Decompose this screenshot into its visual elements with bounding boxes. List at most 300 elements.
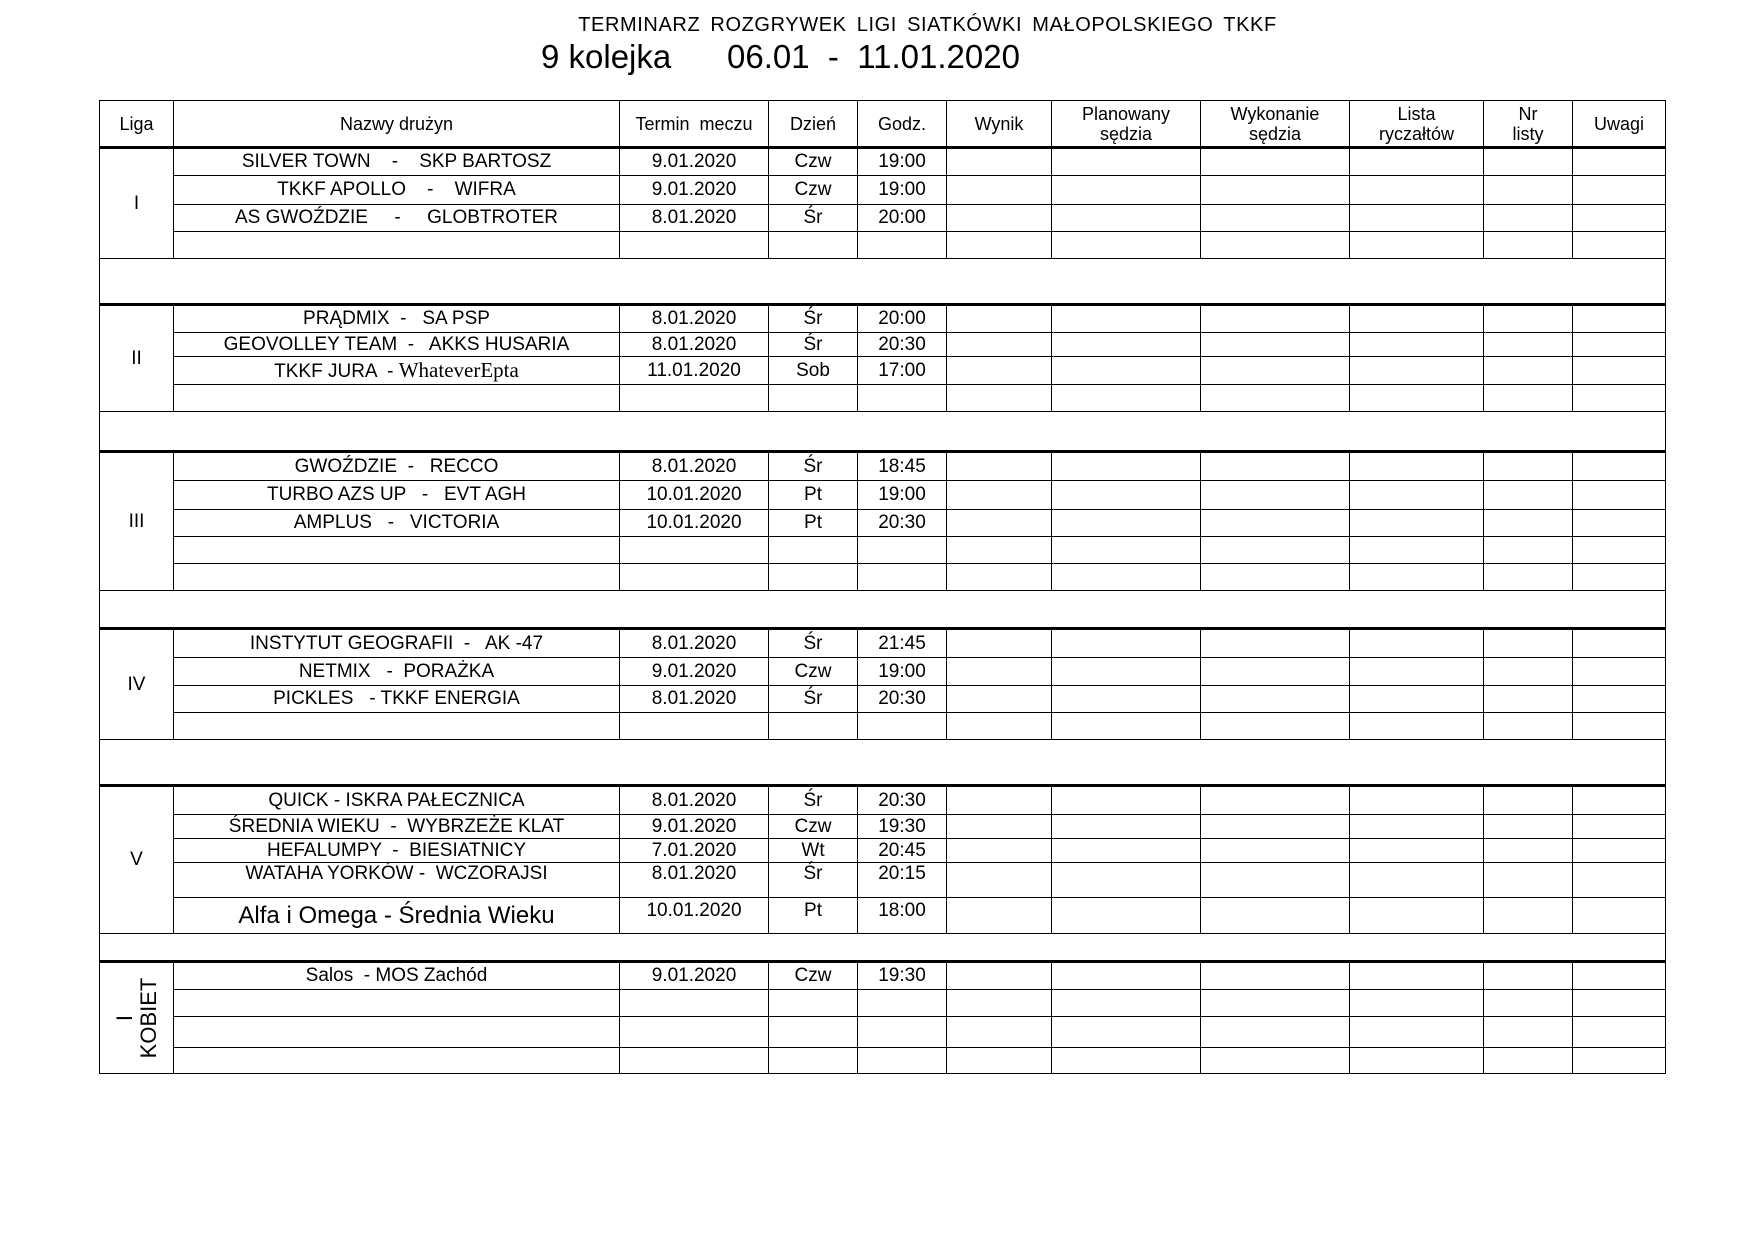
table-row	[100, 898, 1666, 934]
match-time: 19:00	[858, 658, 947, 686]
match-day: Śr	[769, 786, 858, 815]
home-team: Alfa i Omega	[238, 901, 378, 929]
separator-row	[100, 934, 1666, 962]
notes-cell	[1573, 898, 1666, 934]
women-league-word: KOBIET	[135, 977, 161, 1059]
planned-ref-cell	[1052, 863, 1201, 898]
actual-ref-cell	[1201, 333, 1350, 357]
planned-ref-cell	[1052, 686, 1201, 713]
table-row	[100, 481, 1666, 510]
separator-cell	[100, 412, 1666, 452]
col-planned-ref-l1: Planowany	[1081, 103, 1171, 124]
match-day: Śr	[769, 863, 858, 898]
home-team: GEOVOLLEY TEAM	[223, 333, 398, 355]
separator-row	[100, 412, 1666, 452]
fees-cell	[1350, 815, 1484, 839]
match-date: 8.01.2020	[620, 686, 769, 713]
away-team: GLOBTROTER	[427, 207, 559, 228]
empty-cell	[858, 564, 947, 591]
actual-ref-cell	[1201, 658, 1350, 686]
notes-cell	[1573, 839, 1666, 863]
match-teams: AMPLUS - VICTORIA	[174, 510, 620, 537]
empty-cell	[1573, 713, 1666, 740]
empty-cell	[947, 385, 1052, 412]
empty-cell	[620, 232, 769, 259]
empty-cell	[1573, 232, 1666, 259]
col-date-label: Termin meczu	[635, 113, 753, 134]
actual-ref-cell	[1201, 357, 1350, 385]
notes-cell	[1573, 962, 1666, 990]
empty-cell	[174, 1048, 620, 1074]
match-time: 18:00	[858, 898, 947, 934]
list-no-cell	[1484, 898, 1573, 934]
home-team: GWOŹDZIE	[294, 455, 398, 477]
match-day: Śr	[769, 305, 858, 333]
separator-cell	[100, 740, 1666, 786]
empty-cell	[620, 537, 769, 564]
match-day: Śr	[769, 333, 858, 357]
match-teams: TKKF JURA - WhateverEpta	[174, 357, 620, 385]
match-teams: PRĄDMIX - SA PSP	[174, 305, 620, 333]
empty-cell	[1350, 1017, 1484, 1048]
table-row	[100, 990, 1666, 1017]
col-planned-ref-l2: sędzia	[1099, 123, 1153, 144]
table-row	[100, 863, 1666, 898]
empty-cell	[1201, 713, 1350, 740]
empty-cell	[1350, 232, 1484, 259]
away-team: BIESIATNICY	[409, 839, 527, 861]
match-date: 9.01.2020	[620, 658, 769, 686]
women-league-number: I	[111, 1014, 137, 1022]
result-cell	[947, 658, 1052, 686]
col-fees-l2: ryczałtów	[1378, 123, 1454, 144]
result-cell	[947, 629, 1052, 658]
notes-cell	[1573, 658, 1666, 686]
match-time: 20:45	[858, 839, 947, 863]
list-no-cell	[1484, 333, 1573, 357]
result-cell	[947, 786, 1052, 815]
table-row	[100, 148, 1666, 176]
match-teams: Salos - MOS Zachód	[174, 962, 620, 990]
match-date: 8.01.2020	[620, 629, 769, 658]
planned-ref-cell	[1052, 176, 1201, 205]
table-row	[100, 305, 1666, 333]
table-row	[100, 452, 1666, 481]
empty-cell	[1484, 1017, 1573, 1048]
empty-cell	[858, 1017, 947, 1048]
match-day: Śr	[769, 686, 858, 713]
match-time: 18:45	[858, 452, 947, 481]
separator-row	[100, 591, 1666, 629]
list-no-cell	[1484, 176, 1573, 205]
empty-cell	[1350, 564, 1484, 591]
empty-cell	[769, 1017, 858, 1048]
match-date: 8.01.2020	[620, 863, 769, 898]
col-actual-ref-l1: Wykonanie	[1230, 103, 1320, 124]
away-team: RECCO	[429, 455, 499, 477]
result-cell	[947, 481, 1052, 510]
round-label: 9 kolejka	[541, 38, 672, 75]
notes-cell	[1573, 452, 1666, 481]
empty-cell	[174, 385, 620, 412]
notes-cell	[1573, 510, 1666, 537]
match-date: 7.01.2020	[620, 839, 769, 863]
result-cell	[947, 686, 1052, 713]
actual-ref-cell	[1201, 686, 1350, 713]
fees-cell	[1350, 205, 1484, 232]
empty-cell	[1201, 1048, 1350, 1074]
empty-cell	[620, 990, 769, 1017]
empty-cell	[174, 537, 620, 564]
match-time: 19:30	[858, 962, 947, 990]
round-dates: 06.01 - 11.01.2020	[727, 38, 1020, 75]
fees-cell	[1350, 786, 1484, 815]
match-day: Sob	[769, 357, 858, 385]
notes-cell	[1573, 333, 1666, 357]
notes-cell	[1573, 176, 1666, 205]
empty-cell	[1052, 990, 1201, 1017]
actual-ref-cell	[1201, 452, 1350, 481]
match-day: Czw	[769, 962, 858, 990]
planned-ref-cell	[1052, 786, 1201, 815]
list-no-cell	[1484, 863, 1573, 898]
empty-cell	[1201, 990, 1350, 1017]
empty-cell	[174, 564, 620, 591]
empty-cell	[174, 713, 620, 740]
empty-cell	[1484, 537, 1573, 564]
planned-ref-cell	[1052, 305, 1201, 333]
actual-ref-cell	[1201, 176, 1350, 205]
away-team: WYBRZEŻE KLAT	[407, 815, 565, 837]
empty-cell	[769, 564, 858, 591]
league-label: III	[100, 452, 174, 591]
col-liga: Liga	[100, 101, 174, 148]
actual-ref-cell	[1201, 629, 1350, 658]
home-team: AS GWOŹDZIE	[234, 207, 368, 228]
result-cell	[947, 357, 1052, 385]
fees-cell	[1350, 510, 1484, 537]
empty-cell	[1052, 1048, 1201, 1074]
match-date: 8.01.2020	[620, 205, 769, 232]
fees-cell	[1350, 658, 1484, 686]
away-team: AKKS HUSARIA	[428, 333, 570, 355]
actual-ref-cell	[1201, 815, 1350, 839]
list-no-cell	[1484, 481, 1573, 510]
home-team: PRĄDMIX	[303, 308, 390, 329]
empty-cell	[1052, 385, 1201, 412]
away-team: WIFRA	[454, 179, 516, 200]
table-row	[100, 176, 1666, 205]
home-team: HEFALUMPY	[266, 839, 382, 861]
empty-cell	[1573, 1017, 1666, 1048]
match-teams: AS GWOŹDZIE - GLOBTROTER	[174, 205, 620, 232]
result-cell	[947, 305, 1052, 333]
col-actual-ref	[1201, 101, 1350, 148]
empty-cell	[1201, 564, 1350, 591]
match-day: Śr	[769, 629, 858, 658]
match-teams: HEFALUMPY - BIESIATNICY	[174, 839, 620, 863]
match-date: 9.01.2020	[620, 815, 769, 839]
empty-cell	[1484, 232, 1573, 259]
notes-cell	[1573, 148, 1666, 176]
match-time: 20:30	[858, 686, 947, 713]
match-day: Pt	[769, 898, 858, 934]
result-cell	[947, 205, 1052, 232]
match-date: 10.01.2020	[620, 510, 769, 537]
empty-cell	[858, 537, 947, 564]
home-team: WATAHA YORKÓW	[245, 863, 414, 884]
notes-cell	[1573, 357, 1666, 385]
match-date: 11.01.2020	[620, 357, 769, 385]
match-date: 8.01.2020	[620, 333, 769, 357]
fees-cell	[1350, 305, 1484, 333]
col-planned-ref	[1052, 101, 1201, 148]
list-no-cell	[1484, 357, 1573, 385]
separator-cell	[100, 934, 1666, 962]
list-no-cell	[1484, 205, 1573, 232]
empty-cell	[1052, 537, 1201, 564]
result-cell	[947, 898, 1052, 934]
table-row	[100, 564, 1666, 591]
empty-cell	[769, 990, 858, 1017]
result-cell	[947, 333, 1052, 357]
match-day: Czw	[769, 658, 858, 686]
empty-cell	[1201, 537, 1350, 564]
table-row	[100, 510, 1666, 537]
notes-cell	[1573, 305, 1666, 333]
empty-cell	[1052, 564, 1201, 591]
match-time: 20:00	[858, 205, 947, 232]
empty-cell	[1573, 1048, 1666, 1074]
list-no-cell	[1484, 686, 1573, 713]
empty-cell	[1573, 990, 1666, 1017]
empty-cell	[858, 990, 947, 1017]
match-date: 9.01.2020	[620, 176, 769, 205]
home-team: TURBO AZS UP	[266, 484, 406, 505]
home-team: Salos	[305, 965, 354, 986]
planned-ref-cell	[1052, 333, 1201, 357]
table-row	[100, 385, 1666, 412]
col-teams: Nazwy drużyn	[174, 101, 620, 148]
match-date: 8.01.2020	[620, 305, 769, 333]
empty-cell	[1350, 713, 1484, 740]
fees-cell	[1350, 839, 1484, 863]
col-day: Dzień	[769, 101, 858, 148]
notes-cell	[1573, 786, 1666, 815]
list-no-cell	[1484, 962, 1573, 990]
document-title-text: TERMINARZ ROZGRYWEK LIGI SIATKÓWKI MAŁOPOLSKIEGO TKKF	[578, 14, 1277, 36]
col-fees	[1350, 101, 1484, 148]
league-label: II	[100, 305, 174, 412]
match-time: 19:00	[858, 176, 947, 205]
match-time: 20:00	[858, 305, 947, 333]
fees-cell	[1350, 333, 1484, 357]
empty-cell	[1350, 990, 1484, 1017]
fees-cell	[1350, 452, 1484, 481]
col-list-no-l2: listy	[1512, 123, 1544, 144]
match-day: Śr	[769, 205, 858, 232]
list-no-cell	[1484, 658, 1573, 686]
actual-ref-cell	[1201, 839, 1350, 863]
match-time: 20:30	[858, 510, 947, 537]
col-notes: Uwagi	[1573, 101, 1666, 148]
empty-cell	[1350, 1048, 1484, 1074]
list-no-cell	[1484, 839, 1573, 863]
empty-cell	[1573, 385, 1666, 412]
list-no-cell	[1484, 452, 1573, 481]
match-date: 8.01.2020	[620, 786, 769, 815]
home-team: NETMIX	[298, 660, 371, 682]
home-team: PICKLES	[273, 688, 354, 709]
league-label: V	[100, 786, 174, 934]
match-teams: SILVER TOWN - SKP BARTOSZ	[174, 148, 620, 176]
planned-ref-cell	[1052, 481, 1201, 510]
empty-cell	[858, 232, 947, 259]
away-team: ISKRA PAŁECZNICA	[345, 789, 525, 811]
actual-ref-cell	[1201, 481, 1350, 510]
col-date	[620, 101, 769, 148]
empty-cell	[769, 232, 858, 259]
fees-cell	[1350, 629, 1484, 658]
match-date: 10.01.2020	[620, 481, 769, 510]
planned-ref-cell	[1052, 452, 1201, 481]
planned-ref-cell	[1052, 205, 1201, 232]
away-team: SKP BARTOSZ	[419, 151, 552, 172]
empty-cell	[174, 1017, 620, 1048]
actual-ref-cell	[1201, 305, 1350, 333]
match-date: 10.01.2020	[620, 898, 769, 934]
league-label: I	[100, 148, 174, 259]
empty-cell	[620, 1048, 769, 1074]
result-cell	[947, 148, 1052, 176]
planned-ref-cell	[1052, 962, 1201, 990]
actual-ref-cell	[1201, 786, 1350, 815]
col-list-no-l1: Nr	[1518, 103, 1538, 124]
planned-ref-cell	[1052, 357, 1201, 385]
home-team: TKKF JURA	[274, 361, 377, 382]
planned-ref-cell	[1052, 839, 1201, 863]
away-team: PORAŻKA	[403, 660, 495, 682]
away-team: WCZORAJSI	[435, 863, 548, 884]
result-cell	[947, 176, 1052, 205]
match-teams: Alfa i Omega - Średnia Wieku	[174, 898, 620, 934]
table-row	[100, 815, 1666, 839]
empty-cell	[1484, 990, 1573, 1017]
col-result: Wynik	[947, 101, 1052, 148]
actual-ref-cell	[1201, 962, 1350, 990]
notes-cell	[1573, 815, 1666, 839]
match-time: 19:00	[858, 481, 947, 510]
home-team: AMPLUS	[293, 512, 372, 533]
match-teams: TURBO AZS UP - EVT AGH	[174, 481, 620, 510]
empty-cell	[1201, 385, 1350, 412]
empty-cell	[1573, 564, 1666, 591]
empty-cell	[1484, 713, 1573, 740]
match-time: 20:30	[858, 333, 947, 357]
empty-cell	[1350, 537, 1484, 564]
away-team: Średnia Wieku	[398, 901, 555, 929]
planned-ref-cell	[1052, 148, 1201, 176]
empty-cell	[947, 990, 1052, 1017]
document-title	[0, 14, 1755, 37]
match-day: Pt	[769, 481, 858, 510]
fees-cell	[1350, 481, 1484, 510]
empty-cell	[1052, 1017, 1201, 1048]
notes-cell	[1573, 686, 1666, 713]
fees-cell	[1350, 898, 1484, 934]
planned-ref-cell	[1052, 629, 1201, 658]
match-date: 9.01.2020	[620, 148, 769, 176]
col-actual-ref-l2: sędzia	[1248, 123, 1302, 144]
round-dates-box	[727, 38, 1020, 76]
match-teams: WATAHA YORKÓW - WCZORAJSI	[174, 863, 620, 898]
result-cell	[947, 863, 1052, 898]
col-time: Godz.	[858, 101, 947, 148]
planned-ref-cell	[1052, 658, 1201, 686]
match-day: Wt	[769, 839, 858, 863]
match-time: 21:45	[858, 629, 947, 658]
list-no-cell	[1484, 786, 1573, 815]
match-time: 20:30	[858, 786, 947, 815]
fees-cell	[1350, 176, 1484, 205]
actual-ref-cell	[1201, 510, 1350, 537]
match-day: Czw	[769, 176, 858, 205]
home-team: INSTYTUT GEOGRAFII	[249, 632, 454, 654]
empty-cell	[947, 1017, 1052, 1048]
table-row	[100, 786, 1666, 815]
actual-ref-cell	[1201, 148, 1350, 176]
result-cell	[947, 839, 1052, 863]
empty-cell	[1484, 1048, 1573, 1074]
empty-cell	[947, 713, 1052, 740]
match-teams: NETMIX - PORAŻKA	[174, 658, 620, 686]
planned-ref-cell	[1052, 510, 1201, 537]
fees-cell	[1350, 148, 1484, 176]
home-team: ŚREDNIA WIEKU	[228, 815, 380, 837]
planned-ref-cell	[1052, 815, 1201, 839]
list-no-cell	[1484, 815, 1573, 839]
empty-cell	[947, 1048, 1052, 1074]
result-cell	[947, 452, 1052, 481]
fees-cell	[1350, 357, 1484, 385]
league-label-women-text	[113, 978, 161, 1059]
actual-ref-cell	[1201, 898, 1350, 934]
empty-cell	[1052, 713, 1201, 740]
empty-cell	[947, 564, 1052, 591]
empty-cell	[174, 990, 620, 1017]
match-day: Czw	[769, 815, 858, 839]
table-row	[100, 357, 1666, 385]
match-date: 8.01.2020	[620, 452, 769, 481]
empty-cell	[1484, 385, 1573, 412]
table-row	[100, 629, 1666, 658]
list-no-cell	[1484, 148, 1573, 176]
empty-cell	[858, 385, 947, 412]
schedule-table	[99, 100, 1666, 1074]
notes-cell	[1573, 863, 1666, 898]
table-row	[100, 333, 1666, 357]
round-info	[541, 38, 671, 76]
table-row	[100, 232, 1666, 259]
empty-cell	[947, 232, 1052, 259]
table-row	[100, 658, 1666, 686]
result-cell	[947, 815, 1052, 839]
match-teams: GEOVOLLEY TEAM - AKKS HUSARIA	[174, 333, 620, 357]
away-team: MOS Zachód	[375, 965, 488, 986]
empty-cell	[620, 713, 769, 740]
away-team: EVT AGH	[444, 484, 527, 505]
home-team: QUICK	[268, 789, 329, 811]
